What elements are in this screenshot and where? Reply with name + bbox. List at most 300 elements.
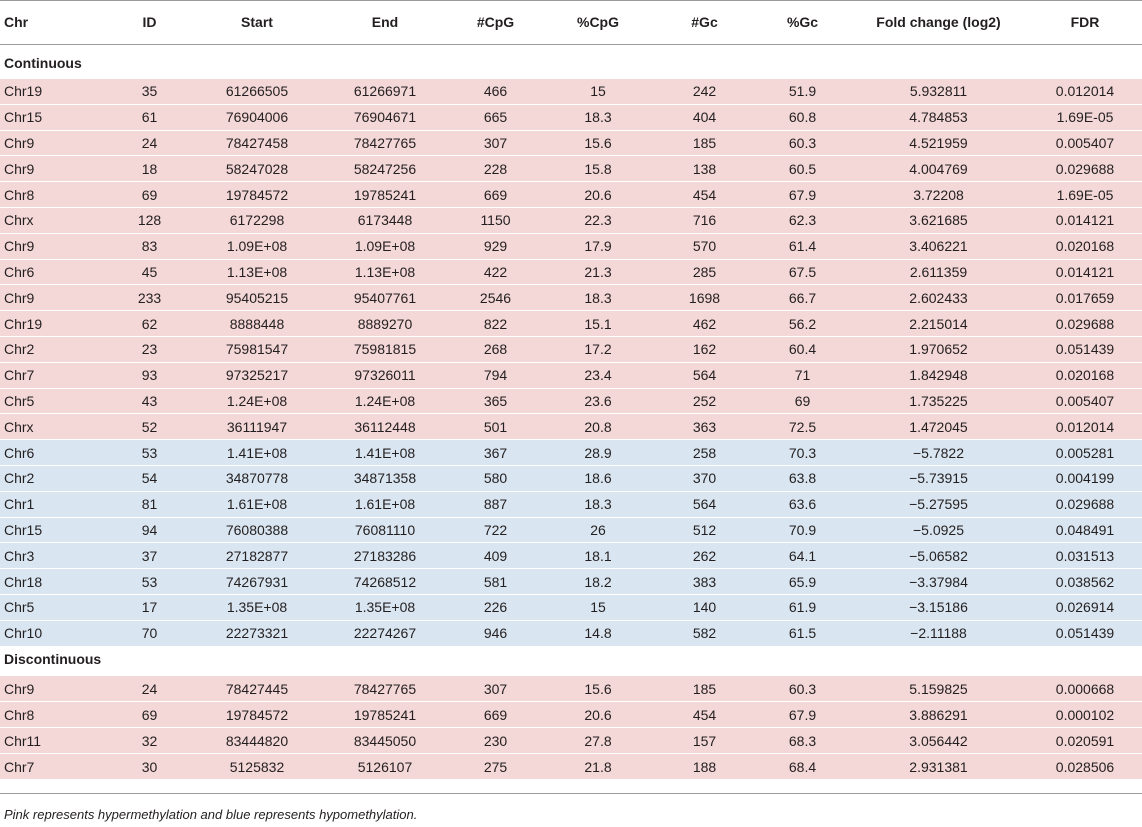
- cell-cpg-count: 1150: [448, 207, 543, 233]
- cell-fdr: 0.026914: [1028, 594, 1142, 620]
- cell-cpg-percent: 20.8: [543, 414, 653, 440]
- table-row: [0, 285, 1142, 311]
- cell-gc-percent: 69: [756, 388, 849, 414]
- cell-id: 30: [107, 753, 192, 779]
- section-label: Continuous: [4, 55, 82, 71]
- cell-gc-percent: 51.9: [756, 79, 849, 105]
- table-header: [0, 1, 1142, 45]
- cell-gc-count: 716: [653, 207, 756, 233]
- cell-end: 1.41E+08: [322, 440, 448, 466]
- cell-fold-change: 3.72208: [849, 182, 1028, 208]
- cell-chr: Chr9: [0, 156, 107, 182]
- cell-gc-percent: 72.5: [756, 414, 849, 440]
- cell-cpg-percent: 21.8: [543, 753, 653, 779]
- cell-gc-percent: 63.8: [756, 465, 849, 491]
- table-row: [0, 182, 1142, 208]
- cell-fdr: 0.000668: [1028, 676, 1142, 702]
- cell-gc-percent: 60.3: [756, 130, 849, 156]
- table-row: [0, 728, 1142, 754]
- cell-cpg-count: 665: [448, 104, 543, 130]
- cell-chr: Chr9: [0, 130, 107, 156]
- table-row: [0, 259, 1142, 285]
- cell-cpg-percent: 18.1: [543, 543, 653, 569]
- cell-fold-change: −5.73915: [849, 465, 1028, 491]
- table-row: [0, 620, 1142, 646]
- cell-fdr: 0.012014: [1028, 79, 1142, 105]
- cell-fdr: 0.031513: [1028, 543, 1142, 569]
- cell-start: 1.09E+08: [192, 233, 322, 259]
- cell-chr: Chr7: [0, 362, 107, 388]
- cell-end: 78427765: [322, 130, 448, 156]
- cell-chr: Chr11: [0, 728, 107, 754]
- table-row: [0, 569, 1142, 595]
- cell-chr: Chr6: [0, 259, 107, 285]
- cell-gc-count: 242: [653, 79, 756, 105]
- cell-chr: Chr18: [0, 569, 107, 595]
- table-row: [0, 676, 1142, 702]
- cell-fdr: 0.048491: [1028, 517, 1142, 543]
- cell-gc-percent: 60.8: [756, 104, 849, 130]
- cell-gc-count: 462: [653, 311, 756, 337]
- cell-cpg-count: 822: [448, 311, 543, 337]
- cell-gc-count: 185: [653, 130, 756, 156]
- cell-id: 61: [107, 104, 192, 130]
- cell-start: 97325217: [192, 362, 322, 388]
- cell-chr: Chr19: [0, 79, 107, 105]
- cell-fold-change: −5.0925: [849, 517, 1028, 543]
- cell-fdr: 0.029688: [1028, 156, 1142, 182]
- cell-cpg-count: 367: [448, 440, 543, 466]
- cell-cpg-count: 887: [448, 491, 543, 517]
- cell-cpg-percent: 15.6: [543, 676, 653, 702]
- cell-chr: Chr19: [0, 311, 107, 337]
- cell-cpg-percent: 18.6: [543, 465, 653, 491]
- cell-fold-change: −3.15186: [849, 594, 1028, 620]
- cell-fdr: 0.020168: [1028, 233, 1142, 259]
- cell-cpg-percent: 22.3: [543, 207, 653, 233]
- table-row: [0, 388, 1142, 414]
- cell-cpg-count: 230: [448, 728, 543, 754]
- cell-fold-change: 3.406221: [849, 233, 1028, 259]
- cell-gc-count: 363: [653, 414, 756, 440]
- cell-cpg-percent: 17.2: [543, 336, 653, 362]
- cell-id: 37: [107, 543, 192, 569]
- cell-gc-percent: 63.6: [756, 491, 849, 517]
- cell-gc-count: 162: [653, 336, 756, 362]
- cell-end: 74268512: [322, 569, 448, 595]
- cell-cpg-percent: 18.3: [543, 491, 653, 517]
- cell-end: 36112448: [322, 414, 448, 440]
- cell-fold-change: −5.7822: [849, 440, 1028, 466]
- cell-start: 36111947: [192, 414, 322, 440]
- cell-cpg-count: 2546: [448, 285, 543, 311]
- cell-fdr: 0.038562: [1028, 569, 1142, 595]
- cell-start: 27182877: [192, 543, 322, 569]
- cell-cpg-count: 228: [448, 156, 543, 182]
- cell-start: 1.41E+08: [192, 440, 322, 466]
- cell-cpg-percent: 15.1: [543, 311, 653, 337]
- cell-start: 78427445: [192, 676, 322, 702]
- table-bottom-rule: [0, 793, 1142, 794]
- cell-fdr: 0.028506: [1028, 753, 1142, 779]
- cell-cpg-count: 722: [448, 517, 543, 543]
- table-row: [0, 543, 1142, 569]
- table-row: [0, 311, 1142, 337]
- cell-start: 75981547: [192, 336, 322, 362]
- cell-chr: Chr5: [0, 594, 107, 620]
- header-cpg-percent: %CpG: [543, 1, 653, 45]
- cell-start: 6172298: [192, 207, 322, 233]
- header-id: ID: [107, 1, 192, 45]
- cell-gc-percent: 60.3: [756, 676, 849, 702]
- cell-gc-percent: 65.9: [756, 569, 849, 595]
- cell-cpg-percent: 15.8: [543, 156, 653, 182]
- header-gc-count: #Gc: [653, 1, 756, 45]
- cell-gc-count: 285: [653, 259, 756, 285]
- cell-end: 61266971: [322, 79, 448, 105]
- table-row: [0, 79, 1142, 105]
- cell-start: 58247028: [192, 156, 322, 182]
- cell-fdr: 0.017659: [1028, 285, 1142, 311]
- cell-gc-percent: 64.1: [756, 543, 849, 569]
- cell-cpg-count: 929: [448, 233, 543, 259]
- cell-chr: Chrx: [0, 414, 107, 440]
- cell-gc-count: 138: [653, 156, 756, 182]
- cell-gc-count: 564: [653, 362, 756, 388]
- cell-gc-percent: 70.3: [756, 440, 849, 466]
- cell-chr: Chr10: [0, 620, 107, 646]
- cell-cpg-count: 307: [448, 676, 543, 702]
- cell-id: 83: [107, 233, 192, 259]
- cell-end: 58247256: [322, 156, 448, 182]
- cell-chr: Chr2: [0, 465, 107, 491]
- cell-cpg-count: 669: [448, 182, 543, 208]
- cell-gc-count: 582: [653, 620, 756, 646]
- cell-fold-change: −5.06582: [849, 543, 1028, 569]
- cell-gc-count: 404: [653, 104, 756, 130]
- cell-cpg-count: 268: [448, 336, 543, 362]
- cell-cpg-percent: 27.8: [543, 728, 653, 754]
- table-footnote: Pink represents hypermethylation and blue represents hypomethylation.: [4, 807, 418, 822]
- cell-gc-percent: 68.4: [756, 753, 849, 779]
- cell-end: 6173448: [322, 207, 448, 233]
- cell-chr: Chr15: [0, 517, 107, 543]
- cell-fold-change: 2.215014: [849, 311, 1028, 337]
- cell-start: 78427458: [192, 130, 322, 156]
- cell-fold-change: 2.611359: [849, 259, 1028, 285]
- cell-cpg-percent: 15.6: [543, 130, 653, 156]
- cell-end: 97326011: [322, 362, 448, 388]
- cell-gc-percent: 67.9: [756, 702, 849, 728]
- cell-id: 233: [107, 285, 192, 311]
- table-row: [0, 156, 1142, 182]
- cell-start: 5125832: [192, 753, 322, 779]
- cell-cpg-count: 275: [448, 753, 543, 779]
- cell-chr: Chr1: [0, 491, 107, 517]
- cell-end: 5126107: [322, 753, 448, 779]
- cell-start: 76080388: [192, 517, 322, 543]
- cell-gc-percent: 68.3: [756, 728, 849, 754]
- cell-cpg-percent: 15: [543, 594, 653, 620]
- cell-cpg-percent: 14.8: [543, 620, 653, 646]
- cell-gc-count: 383: [653, 569, 756, 595]
- cell-id: 18: [107, 156, 192, 182]
- cell-fold-change: 4.521959: [849, 130, 1028, 156]
- table-row: [0, 362, 1142, 388]
- cell-chr: Chr9: [0, 285, 107, 311]
- cell-start: 22273321: [192, 620, 322, 646]
- table-body: [0, 45, 1142, 780]
- cell-id: 69: [107, 182, 192, 208]
- table-row: [0, 104, 1142, 130]
- cell-chr: Chrx: [0, 207, 107, 233]
- cell-chr: Chr15: [0, 104, 107, 130]
- cell-gc-percent: 60.5: [756, 156, 849, 182]
- table-row: [0, 753, 1142, 779]
- cell-id: 52: [107, 414, 192, 440]
- cell-cpg-count: 794: [448, 362, 543, 388]
- cell-fdr: 0.005407: [1028, 388, 1142, 414]
- cell-gc-count: 258: [653, 440, 756, 466]
- cell-chr: Chr8: [0, 182, 107, 208]
- cell-start: 1.61E+08: [192, 491, 322, 517]
- cell-start: 1.13E+08: [192, 259, 322, 285]
- cell-end: 1.13E+08: [322, 259, 448, 285]
- cell-id: 23: [107, 336, 192, 362]
- cell-cpg-count: 466: [448, 79, 543, 105]
- cell-cpg-percent: 26: [543, 517, 653, 543]
- header-end: End: [322, 1, 448, 45]
- cell-end: 1.35E+08: [322, 594, 448, 620]
- cell-start: 19784572: [192, 702, 322, 728]
- cell-id: 24: [107, 130, 192, 156]
- cell-fold-change: 1.842948: [849, 362, 1028, 388]
- cell-chr: Chr8: [0, 702, 107, 728]
- cell-fold-change: 2.931381: [849, 753, 1028, 779]
- cell-end: 1.24E+08: [322, 388, 448, 414]
- cell-fold-change: 1.970652: [849, 336, 1028, 362]
- cell-end: 34871358: [322, 465, 448, 491]
- cell-cpg-count: 365: [448, 388, 543, 414]
- table-row: [0, 594, 1142, 620]
- header-row: [0, 1, 1142, 45]
- cell-cpg-percent: 17.9: [543, 233, 653, 259]
- section-row: [0, 646, 1142, 676]
- cell-gc-count: 1698: [653, 285, 756, 311]
- cell-fdr: 0.051439: [1028, 336, 1142, 362]
- cell-id: 54: [107, 465, 192, 491]
- table-row: [0, 207, 1142, 233]
- cell-fold-change: 3.621685: [849, 207, 1028, 233]
- section-row: [0, 45, 1142, 79]
- cell-fold-change: 1.735225: [849, 388, 1028, 414]
- cell-fdr: 0.029688: [1028, 491, 1142, 517]
- header-chr: Chr: [0, 1, 107, 45]
- cell-id: 32: [107, 728, 192, 754]
- cell-cpg-percent: 21.3: [543, 259, 653, 285]
- cell-end: 19785241: [322, 702, 448, 728]
- cell-fold-change: −3.37984: [849, 569, 1028, 595]
- cell-gc-count: 157: [653, 728, 756, 754]
- cell-fold-change: 4.784853: [849, 104, 1028, 130]
- cell-id: 17: [107, 594, 192, 620]
- cell-fdr: 0.020591: [1028, 728, 1142, 754]
- cell-gc-percent: 62.3: [756, 207, 849, 233]
- cell-start: 19784572: [192, 182, 322, 208]
- cell-fdr: 0.005281: [1028, 440, 1142, 466]
- cell-start: 76904006: [192, 104, 322, 130]
- cell-start: 61266505: [192, 79, 322, 105]
- cell-chr: Chr3: [0, 543, 107, 569]
- cell-start: 95405215: [192, 285, 322, 311]
- cell-fold-change: 3.886291: [849, 702, 1028, 728]
- cell-id: 53: [107, 440, 192, 466]
- cell-id: 43: [107, 388, 192, 414]
- section-label: Discontinuous: [4, 651, 102, 668]
- table-row: [0, 702, 1142, 728]
- cell-id: 128: [107, 207, 192, 233]
- cell-start: 1.35E+08: [192, 594, 322, 620]
- cell-cpg-percent: 28.9: [543, 440, 653, 466]
- cell-end: 75981815: [322, 336, 448, 362]
- cell-gc-count: 185: [653, 676, 756, 702]
- cell-cpg-count: 422: [448, 259, 543, 285]
- cell-end: 1.61E+08: [322, 491, 448, 517]
- table-row: [0, 440, 1142, 466]
- cell-fdr: 0.012014: [1028, 414, 1142, 440]
- cell-start: 83444820: [192, 728, 322, 754]
- table-row: [0, 233, 1142, 259]
- cell-chr: Chr7: [0, 753, 107, 779]
- header-fdr: FDR: [1028, 1, 1142, 45]
- cell-gc-percent: 60.4: [756, 336, 849, 362]
- cell-cpg-count: 307: [448, 130, 543, 156]
- cell-start: 1.24E+08: [192, 388, 322, 414]
- cell-gc-percent: 56.2: [756, 311, 849, 337]
- table-row: [0, 517, 1142, 543]
- cell-id: 35: [107, 79, 192, 105]
- cell-gc-count: 454: [653, 702, 756, 728]
- table-row: [0, 130, 1142, 156]
- cell-id: 53: [107, 569, 192, 595]
- cell-fold-change: 3.056442: [849, 728, 1028, 754]
- cell-cpg-percent: 18.3: [543, 285, 653, 311]
- cell-gc-count: 262: [653, 543, 756, 569]
- cell-id: 70: [107, 620, 192, 646]
- cell-gc-count: 454: [653, 182, 756, 208]
- cell-fold-change: 5.932811: [849, 79, 1028, 105]
- cell-fold-change: 4.004769: [849, 156, 1028, 182]
- cell-gc-percent: 66.7: [756, 285, 849, 311]
- cell-chr: Chr6: [0, 440, 107, 466]
- cell-end: 76904671: [322, 104, 448, 130]
- cell-gc-count: 252: [653, 388, 756, 414]
- cell-gc-count: 188: [653, 753, 756, 779]
- cell-cpg-count: 409: [448, 543, 543, 569]
- cell-cpg-count: 669: [448, 702, 543, 728]
- cell-gc-percent: 61.9: [756, 594, 849, 620]
- cell-fdr: 0.014121: [1028, 259, 1142, 285]
- cell-cpg-percent: 23.4: [543, 362, 653, 388]
- cell-end: 8889270: [322, 311, 448, 337]
- cell-gc-percent: 70.9: [756, 517, 849, 543]
- cell-chr: Chr9: [0, 676, 107, 702]
- cell-cpg-percent: 15: [543, 79, 653, 105]
- cell-cpg-count: 580: [448, 465, 543, 491]
- cell-id: 69: [107, 702, 192, 728]
- cell-gc-count: 140: [653, 594, 756, 620]
- cell-gc-count: 570: [653, 233, 756, 259]
- cell-cpg-percent: 18.3: [543, 104, 653, 130]
- cell-chr: Chr5: [0, 388, 107, 414]
- cell-end: 22274267: [322, 620, 448, 646]
- cell-gc-percent: 67.9: [756, 182, 849, 208]
- cell-fdr: 0.029688: [1028, 311, 1142, 337]
- cell-gc-percent: 71: [756, 362, 849, 388]
- table-row: [0, 465, 1142, 491]
- cell-fdr: 0.004199: [1028, 465, 1142, 491]
- cell-fdr: 0.005407: [1028, 130, 1142, 156]
- cell-fold-change: −2.11188: [849, 620, 1028, 646]
- cell-fold-change: 5.159825: [849, 676, 1028, 702]
- cell-cpg-count: 581: [448, 569, 543, 595]
- table-row: [0, 336, 1142, 362]
- cell-end: 1.09E+08: [322, 233, 448, 259]
- cell-gc-count: 370: [653, 465, 756, 491]
- table-row: [0, 491, 1142, 517]
- cell-chr: Chr9: [0, 233, 107, 259]
- table-row: [0, 414, 1142, 440]
- cell-cpg-percent: 23.6: [543, 388, 653, 414]
- cell-gc-percent: 67.5: [756, 259, 849, 285]
- cell-cpg-count: 226: [448, 594, 543, 620]
- cell-start: 8888448: [192, 311, 322, 337]
- cell-end: 78427765: [322, 676, 448, 702]
- cell-id: 62: [107, 311, 192, 337]
- cell-fdr: 1.69E-05: [1028, 104, 1142, 130]
- cell-start: 74267931: [192, 569, 322, 595]
- cell-id: 45: [107, 259, 192, 285]
- cell-fdr: 0.000102: [1028, 702, 1142, 728]
- cell-gc-percent: 61.5: [756, 620, 849, 646]
- cell-end: 76081110: [322, 517, 448, 543]
- header-cpg-count: #CpG: [448, 1, 543, 45]
- cell-id: 94: [107, 517, 192, 543]
- cell-id: 24: [107, 676, 192, 702]
- cell-fdr: 1.69E-05: [1028, 182, 1142, 208]
- cell-gc-count: 512: [653, 517, 756, 543]
- cell-end: 95407761: [322, 285, 448, 311]
- cell-gc-percent: 61.4: [756, 233, 849, 259]
- cell-cpg-count: 946: [448, 620, 543, 646]
- cell-cpg-percent: 18.2: [543, 569, 653, 595]
- cell-start: 34870778: [192, 465, 322, 491]
- cell-fold-change: 1.472045: [849, 414, 1028, 440]
- cell-fdr: 0.051439: [1028, 620, 1142, 646]
- cell-cpg-percent: 20.6: [543, 182, 653, 208]
- header-gc-percent: %Gc: [756, 1, 849, 45]
- cell-fold-change: 2.602433: [849, 285, 1028, 311]
- cell-end: 83445050: [322, 728, 448, 754]
- cell-chr: Chr2: [0, 336, 107, 362]
- cell-id: 81: [107, 491, 192, 517]
- header-start: Start: [192, 1, 322, 45]
- cell-fdr: 0.014121: [1028, 207, 1142, 233]
- cell-cpg-percent: 20.6: [543, 702, 653, 728]
- cell-end: 19785241: [322, 182, 448, 208]
- cell-end: 27183286: [322, 543, 448, 569]
- cell-gc-count: 564: [653, 491, 756, 517]
